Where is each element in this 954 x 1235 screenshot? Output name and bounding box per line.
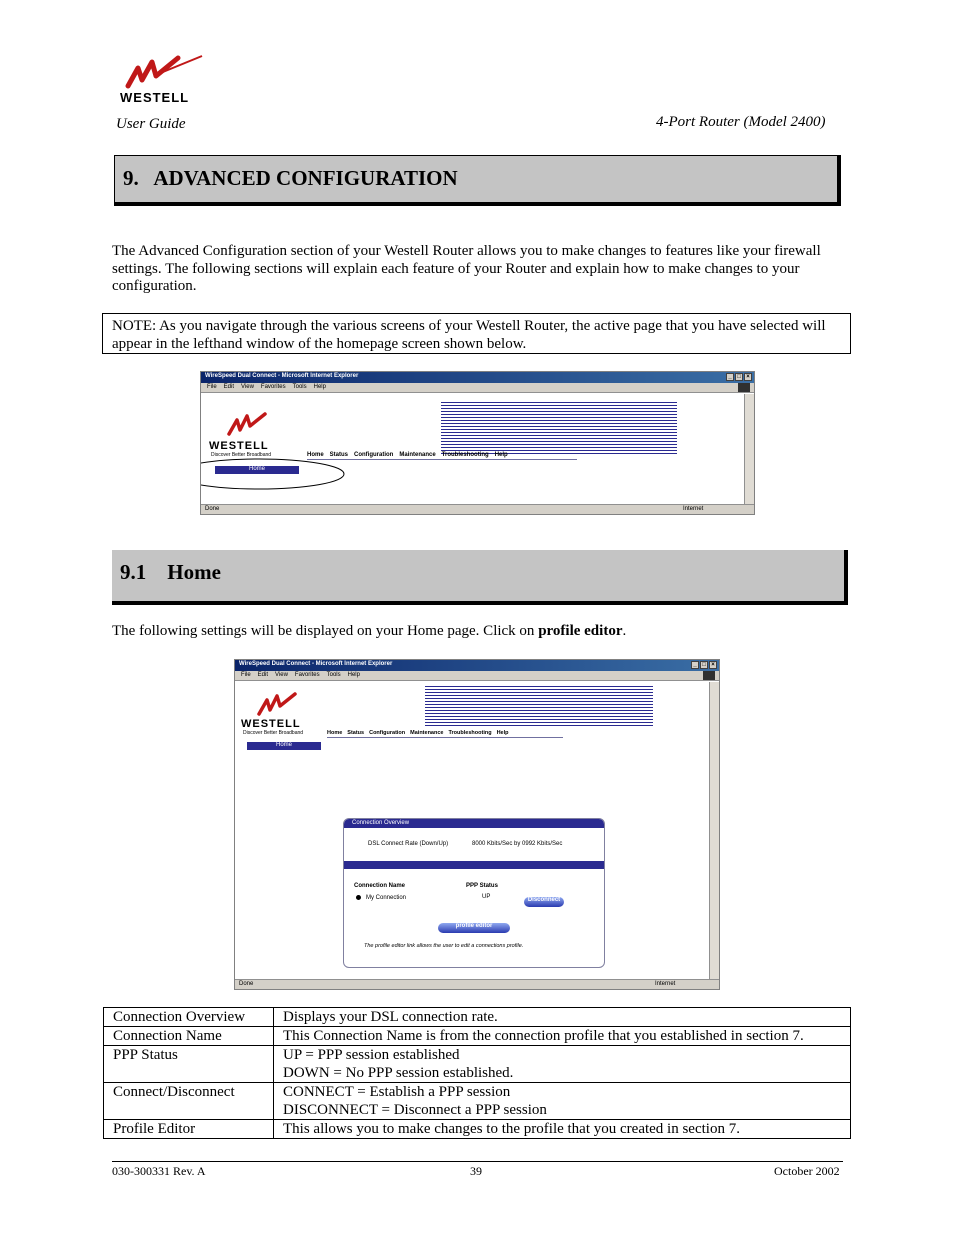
menu-favorites[interactable]: Favorites (294, 672, 320, 678)
header-stripes (441, 402, 677, 454)
close-icon[interactable]: × (744, 373, 752, 381)
ppp-status-value: UP (482, 894, 491, 900)
description-line: Displays your DSL connection rate. (283, 1009, 498, 1025)
description-line: DISCONNECT = Disconnect a PPP session (283, 1102, 547, 1118)
description-line: CONNECT = Establish a PPP session (283, 1084, 511, 1100)
close-icon[interactable]: × (709, 661, 717, 669)
connection-radio[interactable] (356, 895, 361, 900)
rate-label: DSL Connect Rate (Down/Up) (368, 841, 449, 847)
window-title-bar (235, 660, 719, 671)
header-stripes (425, 686, 653, 728)
term-cell: Profile Editor (104, 1120, 274, 1139)
footer-left: 030-300331 Rev. A (112, 1164, 206, 1178)
menu-help[interactable]: Help (347, 672, 360, 678)
table-row (104, 1008, 851, 1027)
term-cell: Connect/Disconnect (104, 1083, 274, 1120)
footer-page-number: 39 (470, 1164, 482, 1178)
settings-table (103, 1007, 851, 1139)
nav-status[interactable]: Status (347, 730, 365, 736)
settings-table-body (104, 1008, 851, 1139)
connection-overview-panel (343, 818, 605, 968)
footer-rule (112, 1161, 843, 1162)
profile-editor-button[interactable]: profile editor (438, 923, 510, 933)
status-zone: Internet (683, 506, 704, 512)
westell-logo-icon (118, 54, 208, 92)
table-row (104, 1120, 851, 1139)
status-done: Done (239, 981, 254, 987)
panel-divider (344, 861, 604, 869)
window-title: WireSpeed Dual Connect - Microsoft Internet Explorer (239, 661, 393, 667)
disconnect-button[interactable]: Disconnect (524, 897, 564, 907)
menu-help[interactable]: Help (313, 384, 326, 390)
table-row (104, 1083, 851, 1120)
description-cell (274, 1083, 851, 1120)
description-line: This Connection Name is from the connection profile that you established in section 7. (283, 1028, 804, 1044)
scrollbar[interactable] (744, 394, 754, 504)
westell-logo-small-icon (225, 412, 285, 438)
page-nav (327, 730, 563, 738)
rate-value: 8000 Kbits/Sec by 0992 Kbits/Sec (472, 841, 563, 847)
panel-title: Connection Overview (344, 819, 604, 828)
browser-screenshot-2 (234, 659, 720, 990)
home-sidebar-button[interactable]: Home (247, 742, 321, 750)
description-cell (274, 1120, 851, 1139)
browser-screenshot-1 (200, 371, 755, 515)
menu-favorites[interactable]: Favorites (260, 384, 286, 390)
page-logo: WESTELL (241, 718, 301, 730)
window-title: WireSpeed Dual Connect - Microsoft Internet Explorer (205, 373, 359, 379)
connection-name-value: My Connection (366, 895, 407, 901)
window-title-bar (201, 372, 754, 383)
page-nav (307, 452, 577, 460)
section-91-title: 9.1 Home (120, 560, 221, 584)
nav-maintenance[interactable]: Maintenance (410, 730, 444, 736)
nav-home[interactable]: Home (327, 730, 343, 736)
westell-logo (118, 54, 208, 104)
logo-wordmark: WESTELL (120, 90, 190, 105)
menu-edit[interactable]: Edit (257, 672, 269, 678)
col-connection-name: Connection Name (354, 883, 406, 889)
page-logo: WESTELL (209, 440, 269, 452)
status-bar (201, 504, 754, 514)
menu-file[interactable]: File (207, 384, 217, 390)
description-line: DOWN = No PPP session established. (283, 1065, 514, 1081)
minimize-icon[interactable]: _ (691, 661, 699, 669)
status-zone: Internet (655, 981, 676, 987)
section-9-intro: The Advanced Configuration section of your Westell Router allows you to make changes to features like your firewall settings. The following sections will explain each feature of your Router and explain how to make changes to your configuration. (112, 243, 821, 294)
menu-file[interactable]: File (241, 672, 251, 678)
nav-status[interactable]: Status (329, 452, 349, 458)
ie-logo-icon (738, 383, 750, 392)
nav-configuration[interactable]: Configuration (369, 730, 406, 736)
col-ppp-status: PPP Status (466, 883, 498, 889)
menu-bar (235, 671, 719, 681)
nav-troubleshooting[interactable]: Troubleshooting (441, 452, 489, 458)
section-91-heading (112, 550, 848, 605)
note-box: NOTE: As you navigate through the various screens of your Westell Router, the active page that you have selected will appear in the lefthand window of the homepage screen shown below. (102, 313, 851, 354)
header-right: 4-Port Router (Model 2400) (656, 114, 826, 130)
description-cell (274, 1027, 851, 1046)
description-cell (274, 1008, 851, 1027)
table-row (104, 1027, 851, 1046)
menu-bar (201, 383, 754, 393)
menu-view[interactable]: View (275, 672, 288, 678)
menu-edit[interactable]: Edit (223, 384, 235, 390)
page-tagline: Discover Better Broadband (243, 730, 304, 736)
section-9-title: 9. ADVANCED CONFIGURATION (123, 166, 458, 190)
description-line: This allows you to make changes to the profile that you created in section 7. (283, 1121, 740, 1137)
nav-configuration[interactable]: Configuration (354, 452, 394, 458)
footer-right: October 2002 (774, 1164, 840, 1178)
term-cell: Connection Name (104, 1027, 274, 1046)
description-line: UP = PPP session established (283, 1047, 460, 1063)
maximize-icon[interactable]: □ (735, 373, 743, 381)
nav-troubleshooting[interactable]: Troubleshooting (448, 730, 492, 736)
scrollbar[interactable] (709, 682, 719, 979)
menu-tools[interactable]: Tools (326, 672, 341, 678)
table-row (104, 1046, 851, 1083)
header-left: User Guide (116, 116, 186, 132)
description-cell (274, 1046, 851, 1083)
nav-help[interactable]: Help (494, 452, 508, 458)
term-cell: PPP Status (104, 1046, 274, 1083)
nav-home[interactable]: Home (307, 452, 324, 458)
profile-editor-term: profile editor (538, 623, 623, 639)
highlight-ellipse (200, 456, 347, 492)
status-bar (235, 979, 719, 989)
home-sidebar-button[interactable]: Home (215, 466, 299, 474)
nav-maintenance[interactable]: Maintenance (399, 452, 436, 458)
westell-logo-small-icon (255, 692, 315, 718)
section-9-heading (114, 155, 841, 206)
status-done: Done (205, 506, 220, 512)
menu-view[interactable]: View (241, 384, 254, 390)
ie-logo-icon (703, 671, 715, 680)
maximize-icon[interactable]: □ (700, 661, 708, 669)
minimize-icon[interactable]: _ (726, 373, 734, 381)
page-tagline: Discover Better Broadband (211, 452, 272, 458)
term-cell: Connection Overview (104, 1008, 274, 1027)
nav-help[interactable]: Help (496, 730, 509, 736)
section-91-text: The following settings will be displayed on your Home page. Click on profile editor. (112, 623, 627, 639)
profile-editor-hint: The profile editor link allows the user to edit a connections profile. (364, 943, 524, 949)
menu-tools[interactable]: Tools (292, 384, 307, 390)
